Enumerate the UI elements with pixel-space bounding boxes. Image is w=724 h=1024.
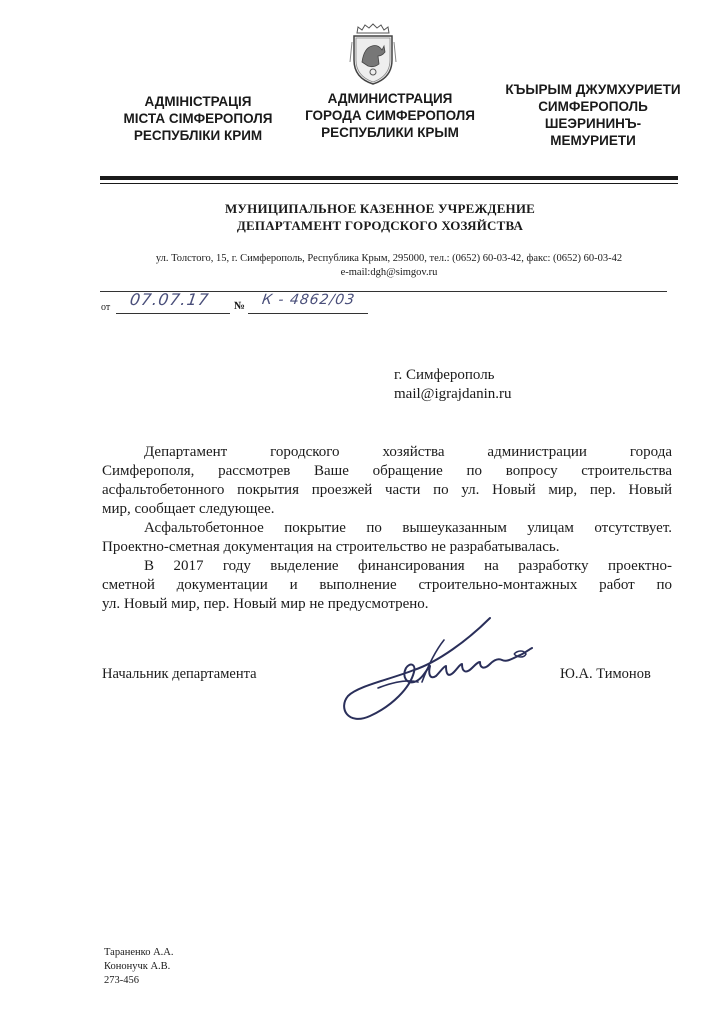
registration-number: К - 4862/03 [260, 292, 357, 308]
paragraph-line: В 2017 году выделение финансирования на разработку проектно- [144, 558, 672, 574]
executor-name: Кононучк А.В. [104, 961, 171, 972]
paragraph-line: Симферополя, рассмотрев Ваше обращение по вопросу строительства [102, 463, 672, 479]
institution-line: МУНИЦИПАЛЬНОЕ КАЗЕННОЕ УЧРЕЖДЕНИЕ [224, 201, 536, 216]
header-tt-line: СИМФЕРОПОЛЬ [538, 99, 648, 114]
header-ru-line: АДМИНИСТРАЦИЯ [327, 91, 453, 106]
paragraph-line: сметной документации и выполнение строительно-монтажных работ по [102, 577, 672, 593]
coat-of-arms-icon [348, 22, 398, 86]
executor-phone: 273-456 [104, 975, 139, 986]
paragraph-line: Асфальтобетонное покрытие по вышеуказанным улицам отсутствует. [144, 520, 672, 536]
header-divider-thin [100, 183, 678, 184]
email-line: e-mail:dgh@simgov.ru [340, 267, 438, 278]
header-ru-line: ГОРОДА СИМФЕРОПОЛЯ [305, 108, 475, 123]
handwritten-signature [318, 610, 548, 740]
body-paragraph [102, 519, 672, 557]
institution-name [180, 200, 580, 234]
registration-number-underline [248, 313, 368, 314]
header-ukrainian [108, 93, 288, 144]
executor-name: Тараненко А.А. [104, 947, 174, 958]
paragraph-line: асфальтобетонного покрытия проезжей части по ул. Новый мир, пер. Новый [102, 482, 672, 498]
signatory-name: Ю.А. Тимонов [560, 666, 651, 682]
header-tt-line: ШЕЭРИНИНЪ- [544, 116, 642, 131]
registration-number-label: № [234, 300, 246, 312]
header-tt-line: КЪЫРЫМ ДЖУМХУРИЕТИ [505, 82, 681, 97]
header-russian [290, 90, 490, 141]
registration-date-underline [116, 313, 230, 314]
header-ru-line: РЕСПУБЛИКИ КРЫМ [321, 125, 459, 140]
institution-line: ДЕПАРТАМЕНТ ГОРОДСКОГО ХОЗЯЙСТВА [236, 218, 524, 233]
paragraph-line: ул. Новый мир, пер. Новый мир не предусмотрено. [102, 596, 429, 612]
header-crimean-tatar [488, 81, 698, 149]
signatory-position: Начальник департамента [102, 666, 257, 682]
paragraph-line: мир, сообщает следующее. [102, 501, 275, 517]
header-ua-line: РЕСПУБЛІКИ КРИМ [133, 128, 263, 143]
registration-date: 07.07.17 [128, 290, 211, 309]
body-paragraph [102, 443, 672, 519]
recipient-email: mail@igrajdanin.ru [394, 386, 512, 402]
header-ua-line: МІСТА СІМФЕРОПОЛЯ [123, 111, 273, 126]
header-ua-line: АДМІНІСТРАЦІЯ [144, 94, 252, 109]
recipient-city: г. Симферополь [394, 367, 495, 383]
paragraph-line: Проектно-сметная документация на строительство не разрабатывалась. [102, 539, 560, 555]
paragraph-line: Департамент городского хозяйства администрации города [144, 444, 672, 460]
header-tt-line: МЕМУРИЕТИ [550, 133, 636, 148]
body-paragraph [102, 557, 672, 614]
registration-date-label: от [101, 302, 111, 313]
header-divider-thick [100, 176, 678, 180]
address-line: ул. Толстого, 15, г. Симферополь, Республика Крым, 295000, тел.: (0652) 60-03-42, факс: (0652) 60-03-42 [155, 253, 623, 264]
